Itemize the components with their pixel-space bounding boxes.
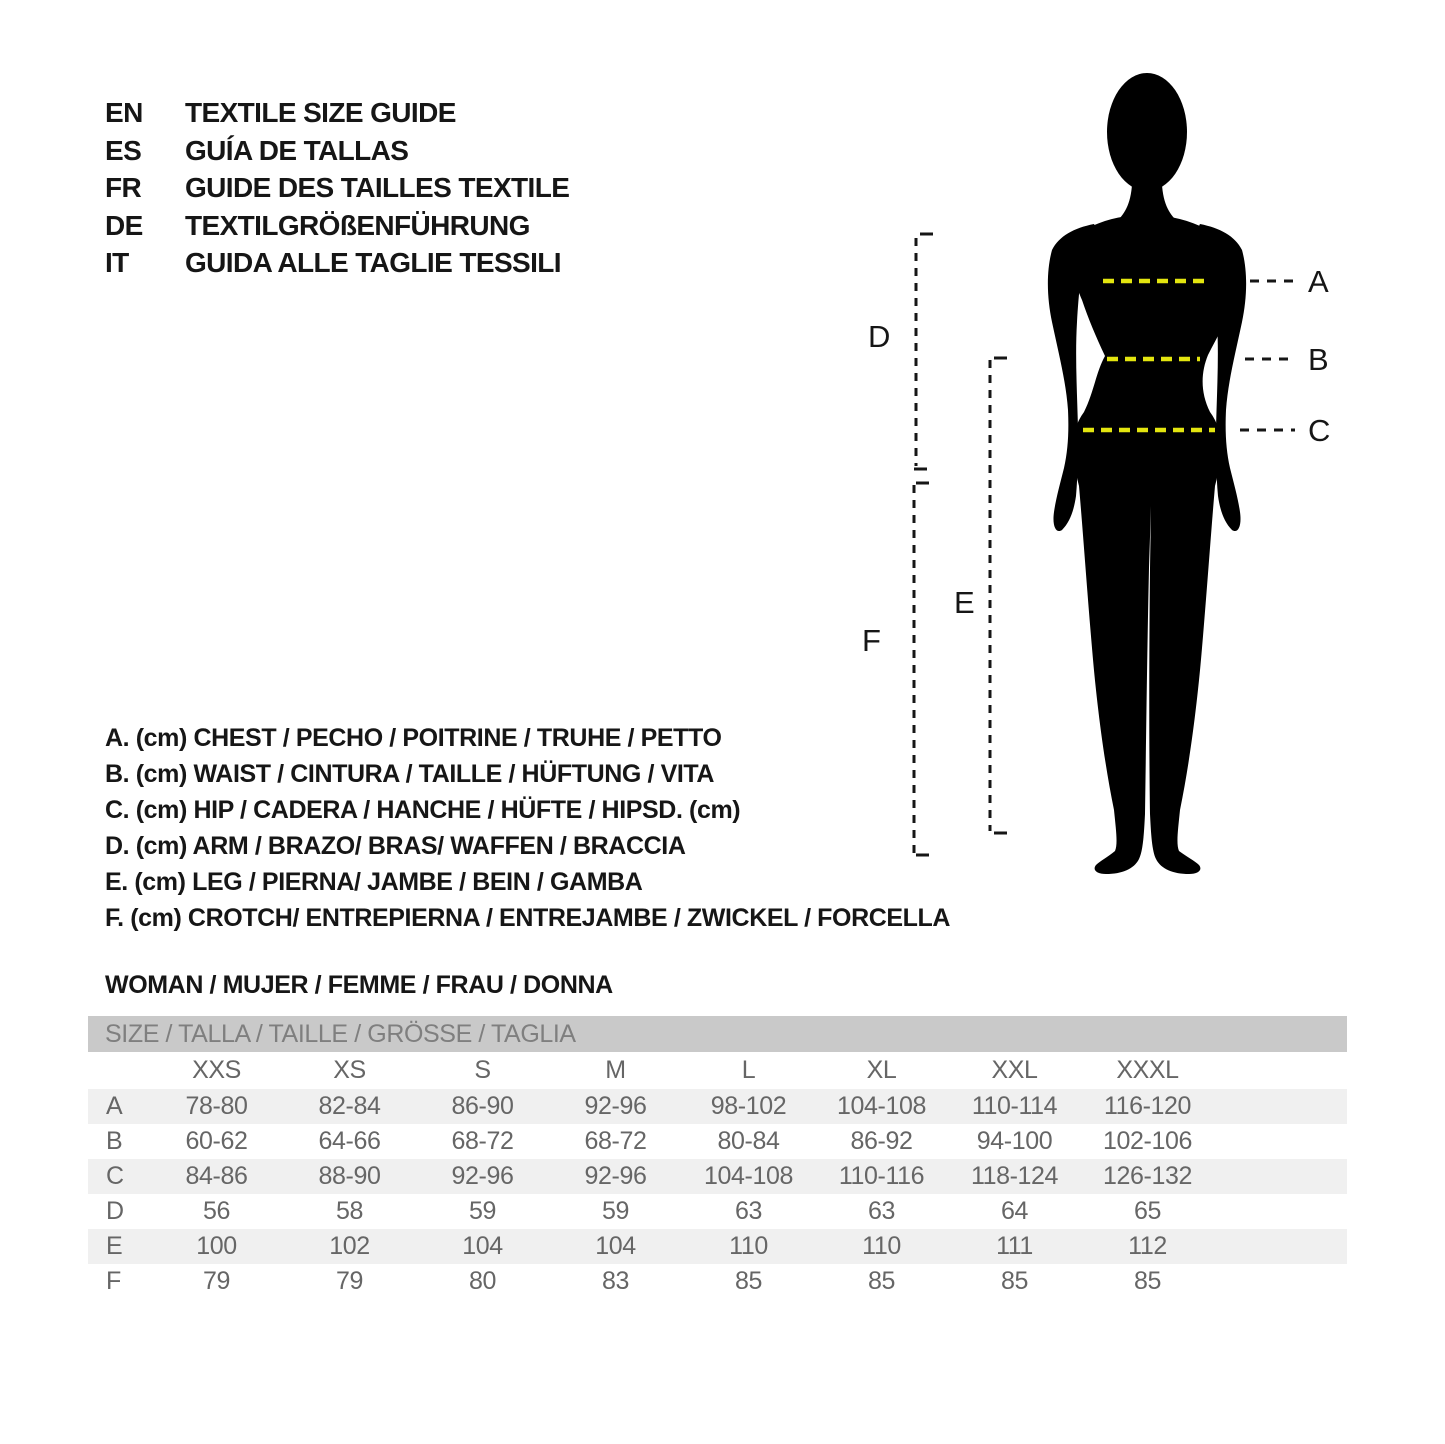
row-label: F xyxy=(106,1267,121,1295)
cell: 59 xyxy=(601,1197,629,1225)
language-code: IT xyxy=(105,247,129,278)
cell: 86-92 xyxy=(850,1127,913,1155)
table-row-leg xyxy=(88,1229,1347,1264)
language-title: TEXTILGRÖßENFÜHRUNG xyxy=(185,209,530,241)
cell: 68-72 xyxy=(451,1127,514,1155)
size-col-xxs: XXS xyxy=(192,1056,241,1084)
cell: 112 xyxy=(1081,1229,1214,1264)
size-col-xxl: XXL xyxy=(991,1056,1038,1084)
cell: 110 xyxy=(815,1229,948,1264)
cell: 63 xyxy=(734,1197,762,1225)
cell: 116-120 xyxy=(1081,1089,1214,1124)
row-label: C xyxy=(88,1159,150,1194)
cell: 60-62 xyxy=(185,1127,248,1155)
row-label: B xyxy=(106,1127,123,1155)
cell: 110 xyxy=(682,1229,815,1264)
cell: 104-108 xyxy=(682,1159,815,1194)
legend-item-leg: E. (cm) LEG / PIERNA/ JAMBE / BEIN / GAMBA xyxy=(105,868,643,896)
cell: 104-108 xyxy=(815,1089,948,1124)
cell: 79 xyxy=(202,1267,230,1295)
gender-label: WOMAN / MUJER / FEMME / FRAU / DONNA xyxy=(105,971,613,999)
language-code: ES xyxy=(105,134,142,166)
cell: 111 xyxy=(948,1229,1081,1264)
language-code: EN xyxy=(105,97,143,128)
size-col-xs: XS xyxy=(333,1056,366,1084)
table-row-crotch xyxy=(88,1264,1347,1299)
cell: 84-86 xyxy=(150,1159,283,1194)
legend-item-waist: B. (cm) WAIST / CINTURA / TAILLE / HÜFTUNG / VITA xyxy=(105,760,715,788)
cell: 92-96 xyxy=(549,1089,682,1124)
silhouette-body xyxy=(1057,215,1241,874)
crotch-label: F xyxy=(862,623,881,658)
table-row-chest xyxy=(88,1089,1347,1124)
legend-item-arm: D. (cm) ARM / BRAZO/ BRAS/ WAFFEN / BRACCIA xyxy=(105,832,686,860)
cell: 79 xyxy=(335,1267,363,1295)
measurement-legend xyxy=(105,720,950,936)
size-table xyxy=(88,1016,1347,1299)
cell: 85 xyxy=(1000,1267,1028,1295)
language-title: GUÍA DE TALLAS xyxy=(185,134,409,166)
cell: 104 xyxy=(416,1229,549,1264)
cell: 92-96 xyxy=(416,1159,549,1194)
cell: 92-96 xyxy=(549,1159,682,1194)
legend-item-hip: C. (cm) HIP / CADERA / HANCHE / HÜFTE / HIPSD. (cm) xyxy=(105,796,741,824)
size-columns-row xyxy=(88,1052,1347,1089)
row-label: A xyxy=(88,1089,150,1124)
cell: 59 xyxy=(468,1197,496,1225)
cell: 85 xyxy=(734,1267,762,1295)
cell: 82-84 xyxy=(283,1089,416,1124)
cell: 80-84 xyxy=(717,1127,780,1155)
language-title: GUIDA ALLE TAGLIE TESSILI xyxy=(185,247,561,278)
hip-label: C xyxy=(1308,413,1331,448)
chest-label: A xyxy=(1308,264,1329,299)
cell: 94-100 xyxy=(976,1127,1053,1155)
cell: 63 xyxy=(867,1197,895,1225)
cell: 118-124 xyxy=(948,1159,1081,1194)
table-row-hip xyxy=(88,1159,1347,1194)
cell: 78-80 xyxy=(150,1089,283,1124)
cell: 126-132 xyxy=(1081,1159,1214,1194)
cell: 102-106 xyxy=(1103,1127,1192,1155)
size-col-l: L xyxy=(741,1056,756,1084)
language-title: GUIDE DES TAILLES TEXTILE xyxy=(185,172,570,203)
cell: 64-66 xyxy=(318,1127,381,1155)
table-row-waist xyxy=(88,1124,1347,1159)
legend-item-crotch: F. (cm) CROTCH/ ENTREPIERNA / ENTREJAMBE / ZWICKEL / FORCELLA xyxy=(105,904,951,932)
cell: 98-102 xyxy=(682,1089,815,1124)
size-col-s: S xyxy=(474,1056,491,1084)
waist-label: B xyxy=(1308,342,1329,377)
cell: 110-116 xyxy=(815,1159,948,1194)
cell: 56 xyxy=(202,1197,230,1225)
cell: 104 xyxy=(549,1229,682,1264)
row-label: D xyxy=(106,1197,124,1225)
cell: 88-90 xyxy=(283,1159,416,1194)
language-row-fr xyxy=(105,169,569,207)
woman-silhouette xyxy=(1048,73,1246,874)
language-title-list xyxy=(105,94,569,282)
cell: 85 xyxy=(867,1267,895,1295)
cell: 58 xyxy=(335,1197,363,1225)
cell: 83 xyxy=(601,1267,629,1295)
language-row-en xyxy=(105,94,569,132)
size-col-m: M xyxy=(605,1056,626,1084)
size-col-xl: XL xyxy=(866,1056,897,1084)
cell: 100 xyxy=(150,1229,283,1264)
table-header-title: SIZE / TALLA / TAILLE / GRÖSSE / TAGLIA xyxy=(88,1016,1347,1052)
cell: 65 xyxy=(1133,1197,1161,1225)
language-code: DE xyxy=(105,209,143,241)
language-code: FR xyxy=(105,172,142,203)
row-label: E xyxy=(88,1229,150,1264)
cell: 110-114 xyxy=(948,1089,1081,1124)
language-row-es xyxy=(105,132,569,170)
size-col-xxxl: XXXL xyxy=(1116,1056,1179,1084)
table-row-arm xyxy=(88,1194,1347,1229)
table-header-bar xyxy=(88,1016,1347,1052)
language-row-it xyxy=(105,244,569,282)
cell: 85 xyxy=(1133,1267,1161,1295)
cell: 86-90 xyxy=(416,1089,549,1124)
language-title: TEXTILE SIZE GUIDE xyxy=(185,97,456,128)
cell: 64 xyxy=(1000,1197,1028,1225)
cell: 68-72 xyxy=(584,1127,647,1155)
legend-item-chest: A. (cm) CHEST / PECHO / POITRINE / TRUHE / PETTO xyxy=(105,724,722,752)
language-row-de xyxy=(105,207,569,245)
arm-label: D xyxy=(868,319,891,354)
leg-label: E xyxy=(954,585,975,620)
cell: 102 xyxy=(283,1229,416,1264)
cell: 80 xyxy=(468,1267,496,1295)
